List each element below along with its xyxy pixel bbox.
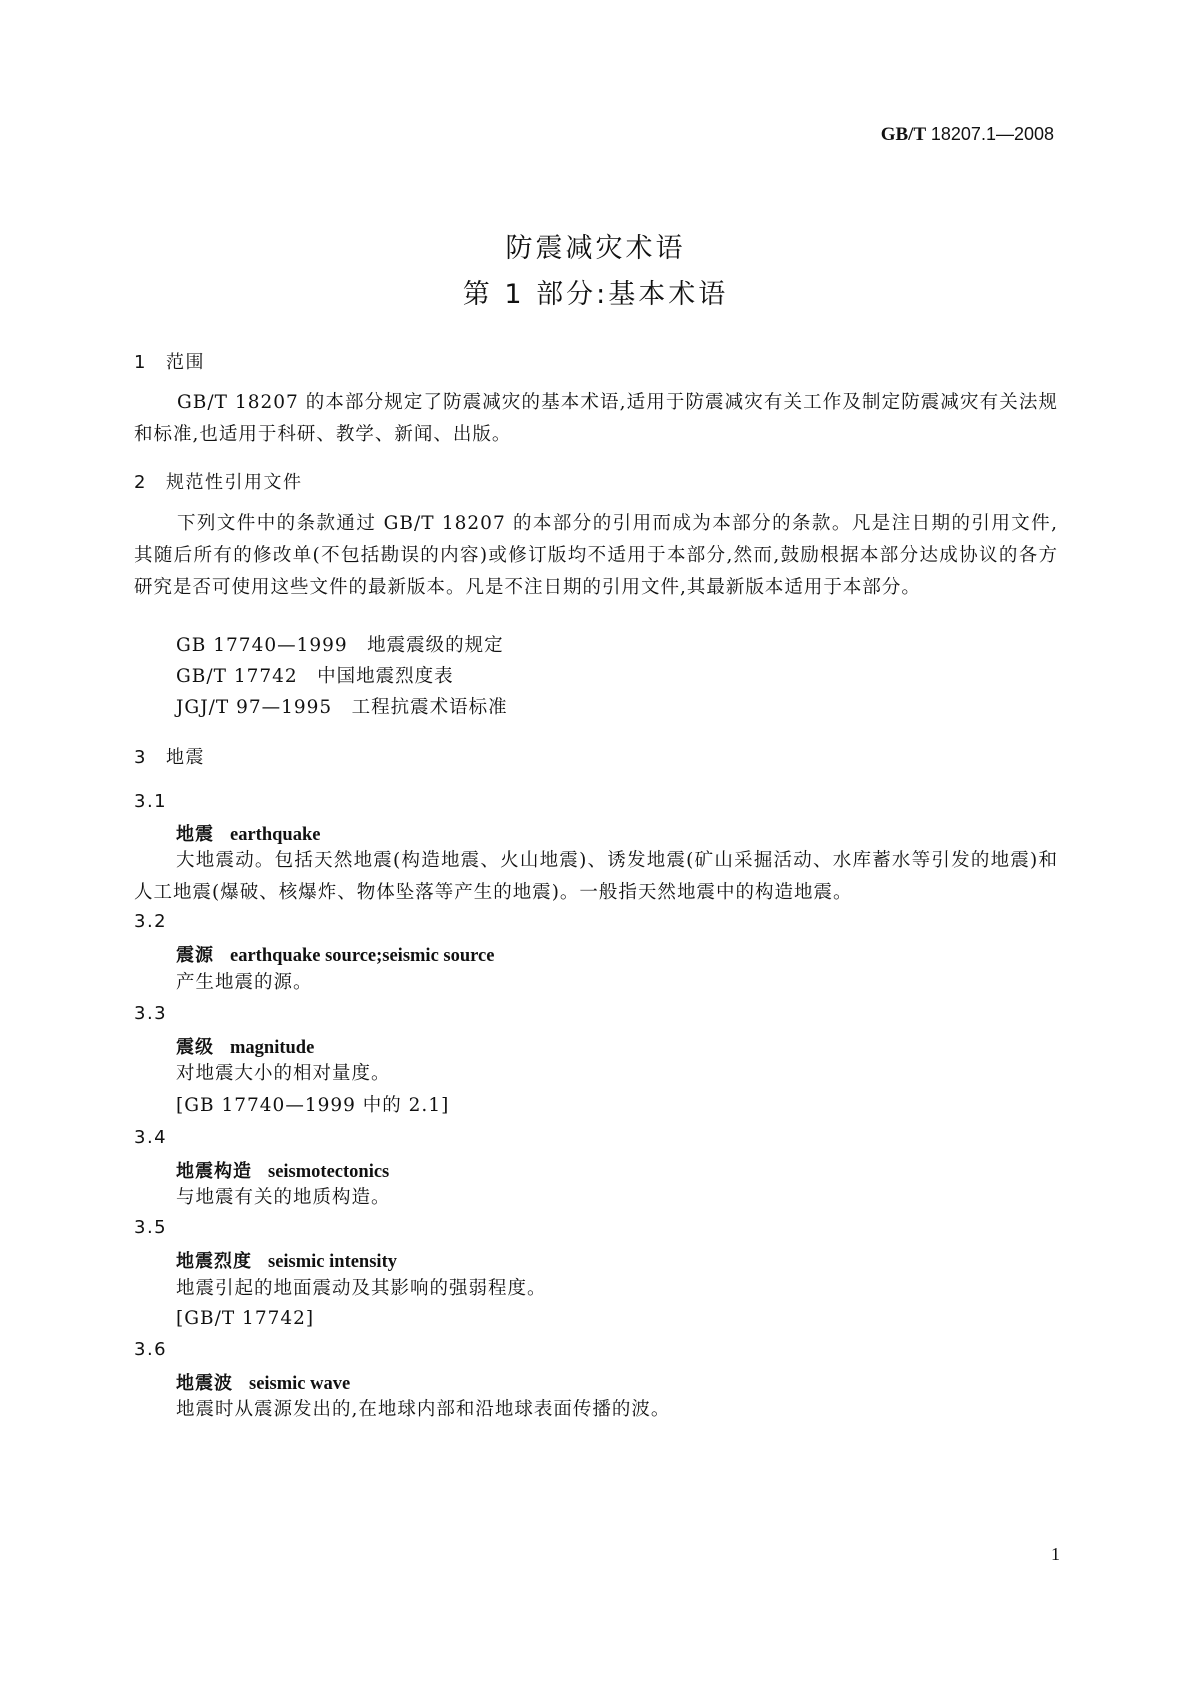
page-number: 1 xyxy=(1051,1544,1060,1564)
reference-item: JGJ/T 97—1995 工程抗震术语标准 xyxy=(176,697,508,718)
term-source: [GB/T 17742] xyxy=(176,1308,315,1329)
section-heading-normative-references xyxy=(134,468,303,494)
term-chinese: 震级 xyxy=(176,1037,214,1058)
term-english: seismotectonics xyxy=(268,1162,390,1182)
term-definition: 地震时从震源发出的,在地球内部和沿地球表面传播的波。 xyxy=(176,1399,671,1420)
document-title: 防震减灾术语 xyxy=(505,233,686,264)
term-entry xyxy=(176,941,494,967)
term-entry xyxy=(176,1247,397,1273)
term-number: 3.5 xyxy=(134,1217,168,1238)
term-number: 3.4 xyxy=(134,1127,168,1148)
term-english: seismic wave xyxy=(249,1374,351,1394)
term-number: 3.1 xyxy=(134,791,168,812)
reference-item: GB/T 17742 中国地震烈度表 xyxy=(176,666,454,687)
standard-number: 18207.1—2008 xyxy=(930,124,1054,144)
term-number: 3.3 xyxy=(134,1003,168,1024)
section-number: 1 xyxy=(134,352,147,373)
term-definition: 对地震大小的相对量度。 xyxy=(176,1063,391,1084)
section-title: 地震 xyxy=(166,747,205,768)
term-definition: 产生地震的源。 xyxy=(176,972,313,993)
term-entry xyxy=(176,1033,314,1059)
term-entry xyxy=(176,1369,350,1395)
term-chinese: 地震构造 xyxy=(176,1161,252,1182)
term-definition: 大地震动。包括天然地震(构造地震、火山地震)、诱发地震(矿山采掘活动、水库蓄水等引发的地震)和人工地震(爆破、核爆炸、物体坠落等产生的地震)。一般指天然地震中的构造地震。 xyxy=(134,850,1058,903)
term-chinese: 地震波 xyxy=(176,1373,233,1394)
term-english: magnitude xyxy=(230,1038,315,1058)
term-source: [GB 17740—1999 中的 2.1] xyxy=(176,1095,450,1116)
term-definition: 地震引起的地面震动及其影响的强弱程度。 xyxy=(176,1278,547,1299)
section-heading-earthquake xyxy=(134,743,205,769)
term-english: seismic intensity xyxy=(268,1252,397,1272)
standard-prefix: GB/T xyxy=(880,124,927,145)
references-paragraph: 下列文件中的条款通过 GB/T 18207 的本部分的引用而成为本部分的条款。凡是注日期的引用文件,其随后所有的修改单(不包括勘误的内容)或修订版均不适用于本部分,然而,鼓励根据本部分达成协议的各方研究是否可使用这些文件的最新版本。凡是不注日期的引用文件,其最新版本适用于本部分。 xyxy=(134,513,1058,598)
term-chinese: 地震 xyxy=(176,824,214,845)
term-english: earthquake source;seismic source xyxy=(230,946,495,966)
term-entry xyxy=(176,820,320,846)
scope-paragraph: GB/T 18207 的本部分规定了防震减灾的基本术语,适用于防震减灾有关工作及制定防震减灾有关法规和标准,也适用于科研、教学、新闻、出版。 xyxy=(134,392,1058,445)
reference-item: GB 17740—1999 地震震级的规定 xyxy=(176,635,504,656)
document-subtitle: 第 1 部分:基本术语 xyxy=(462,279,729,310)
term-chinese: 震源 xyxy=(176,945,214,966)
section-number: 3 xyxy=(134,747,147,768)
section-number: 2 xyxy=(134,472,147,493)
term-english: earthquake xyxy=(230,825,321,845)
section-title: 范围 xyxy=(166,352,205,373)
section-heading-scope xyxy=(134,348,205,374)
section-title: 规范性引用文件 xyxy=(166,472,303,493)
term-definition: 与地震有关的地质构造。 xyxy=(176,1187,391,1208)
term-number: 3.2 xyxy=(134,911,168,932)
term-entry xyxy=(176,1157,389,1183)
standard-code-header xyxy=(881,124,1054,146)
term-chinese: 地震烈度 xyxy=(176,1251,252,1272)
term-number: 3.6 xyxy=(134,1339,168,1360)
